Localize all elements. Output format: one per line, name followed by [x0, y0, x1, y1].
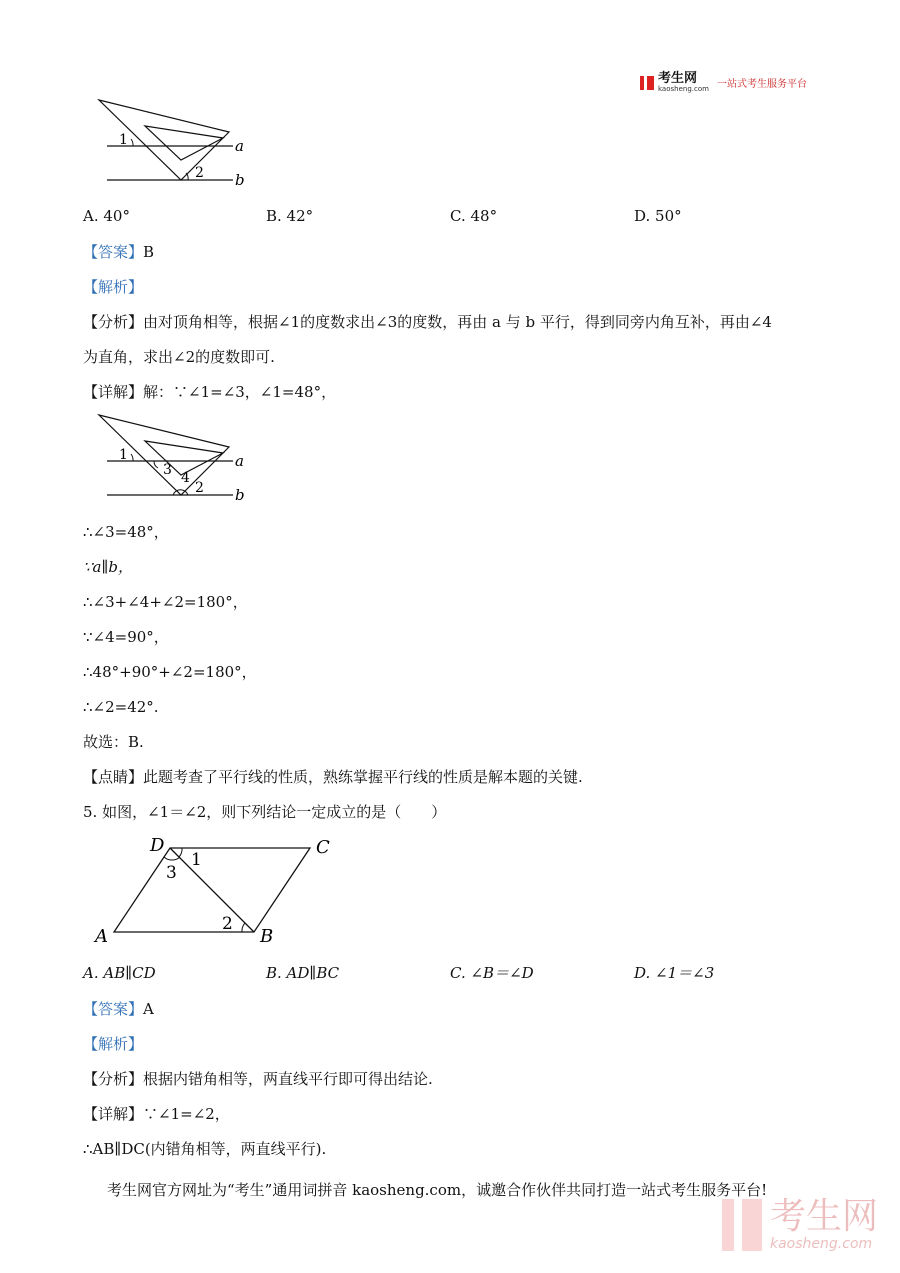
q5-detail-line-2: ∴AB∥DC(内错角相等，两直线平行).	[83, 1140, 327, 1158]
step-2: ∵a∥b，	[83, 558, 134, 576]
dianjing-tag: 【点睛】	[83, 768, 144, 786]
angle-1-arc	[179, 848, 182, 857]
vertex-d-label: D	[150, 835, 165, 856]
angle-1-arc	[131, 139, 133, 146]
logo-name: 考生网	[658, 71, 698, 86]
angle-2-label: 2	[195, 480, 204, 496]
option-a: A. 40°	[83, 207, 130, 225]
detail-line-1	[83, 382, 336, 402]
analysis-tag: 【解析】	[83, 278, 144, 296]
vertex-b-label: B	[260, 926, 274, 947]
answer-value: B	[143, 243, 155, 261]
line-a-label: a	[235, 452, 244, 470]
option-b: B. 42°	[266, 207, 314, 225]
option-d: D. 50°	[634, 207, 682, 225]
dianjing-text: 此题考查了平行线的性质，熟练掌握平行线的性质是解本题的关键.	[143, 768, 583, 786]
step-7: 故选：B.	[83, 733, 144, 751]
q5-detail-tag: 【详解】	[83, 1105, 144, 1123]
angle-2-arc	[242, 923, 245, 932]
footer-watermark	[722, 1198, 878, 1252]
detail-text-1: 解：∵∠1=∠3，∠1=48°，	[143, 383, 337, 401]
footer-text: 考生网官方网址为“考生”通用词拼音 kaosheng.com，诚邀合作伙伴共同打造一站式考生服务平台!	[107, 1181, 768, 1199]
detail-tag: 【详解】	[83, 383, 144, 401]
angle-2-arc	[186, 173, 188, 180]
angle-1-label: 1	[191, 850, 202, 870]
figure-triangle-ruler-1	[95, 95, 255, 195]
angle-1-label: 1	[119, 447, 128, 463]
angle-2-label: 2	[222, 914, 233, 934]
logo-slogan: 一站式考生服务平台	[716, 79, 807, 90]
logo-mark-icon	[640, 76, 654, 90]
step-4: ∵∠4=90°，	[83, 628, 169, 646]
q5-detail-row	[83, 1104, 230, 1124]
vertex-a-label: A	[95, 926, 108, 947]
watermark-domain: kaosheng.com	[770, 1236, 873, 1252]
q5-option-b: B. AD∥BC	[266, 964, 340, 982]
angle-3-arc	[154, 461, 158, 468]
option-c: C. 48°	[450, 207, 498, 225]
vertex-c-label: C	[316, 837, 330, 858]
q5-fenxi-text: 根据内错角相等，两直线平行即可得出结论.	[143, 1070, 433, 1088]
q5-detail-text: ∵∠1=∠2，	[143, 1105, 230, 1123]
watermark-logo-icon	[722, 1199, 762, 1251]
header-logo	[640, 72, 807, 93]
q5-fenxi-row	[83, 1069, 433, 1089]
step-3: ∴∠3+∠4+∠2=180°，	[83, 593, 248, 611]
fenxi-line-2: 为直角，求出∠2的度数即可.	[83, 348, 275, 366]
q5-answer-value: A	[143, 1000, 154, 1018]
step-6: ∴∠2=42°.	[83, 698, 159, 716]
fenxi-line-1	[83, 312, 772, 332]
q5-answer-tag: 【答案】	[83, 1000, 144, 1018]
line-b-label: b	[235, 486, 245, 504]
line-b-label: b	[235, 171, 245, 189]
inner-triangle	[145, 126, 223, 160]
angle-3-label: 3	[163, 462, 172, 478]
angle-1-arc	[131, 454, 133, 461]
step-1: ∴∠3=48°，	[83, 523, 169, 541]
step-5: ∴48°+90°+∠2=180°，	[83, 663, 257, 681]
q5-stem: 5. 如图，∠1＝∠2，则下列结论一定成立的是（ ）	[83, 803, 447, 821]
angle-4-label: 4	[181, 470, 190, 486]
q5-analysis-tag: 【解析】	[83, 1035, 144, 1053]
angle-1-label: 1	[119, 132, 128, 148]
q5-fenxi-tag: 【分析】	[83, 1070, 144, 1088]
line-a-label: a	[235, 137, 244, 155]
dianjing-row	[83, 767, 583, 787]
q5-option-d: D. ∠1＝∠3	[634, 964, 715, 982]
answer-tag: 【答案】	[83, 243, 144, 261]
fenxi-text-1: 由对顶角相等，根据∠1的度数求出∠3的度数，再由 a 与 b 平行，得到同旁内角互补，再由∠4	[143, 313, 772, 331]
logo-domain: kaosheng.com	[658, 85, 709, 93]
watermark-name: 考生网	[770, 1196, 879, 1237]
figure-triangle-ruler-2	[95, 410, 255, 510]
angle-3-label: 3	[166, 863, 177, 883]
fenxi-tag: 【分析】	[83, 313, 144, 331]
figure-parallelogram	[92, 832, 342, 948]
q5-option-c: C. ∠B＝∠D	[450, 964, 534, 982]
angle-3-arc	[164, 857, 180, 860]
diagonal-db	[170, 848, 254, 932]
angle-2-label: 2	[195, 165, 204, 181]
q5-answer-row	[83, 999, 154, 1019]
q5-option-a: A. AB∥CD	[83, 964, 156, 982]
answer-row	[83, 242, 154, 262]
